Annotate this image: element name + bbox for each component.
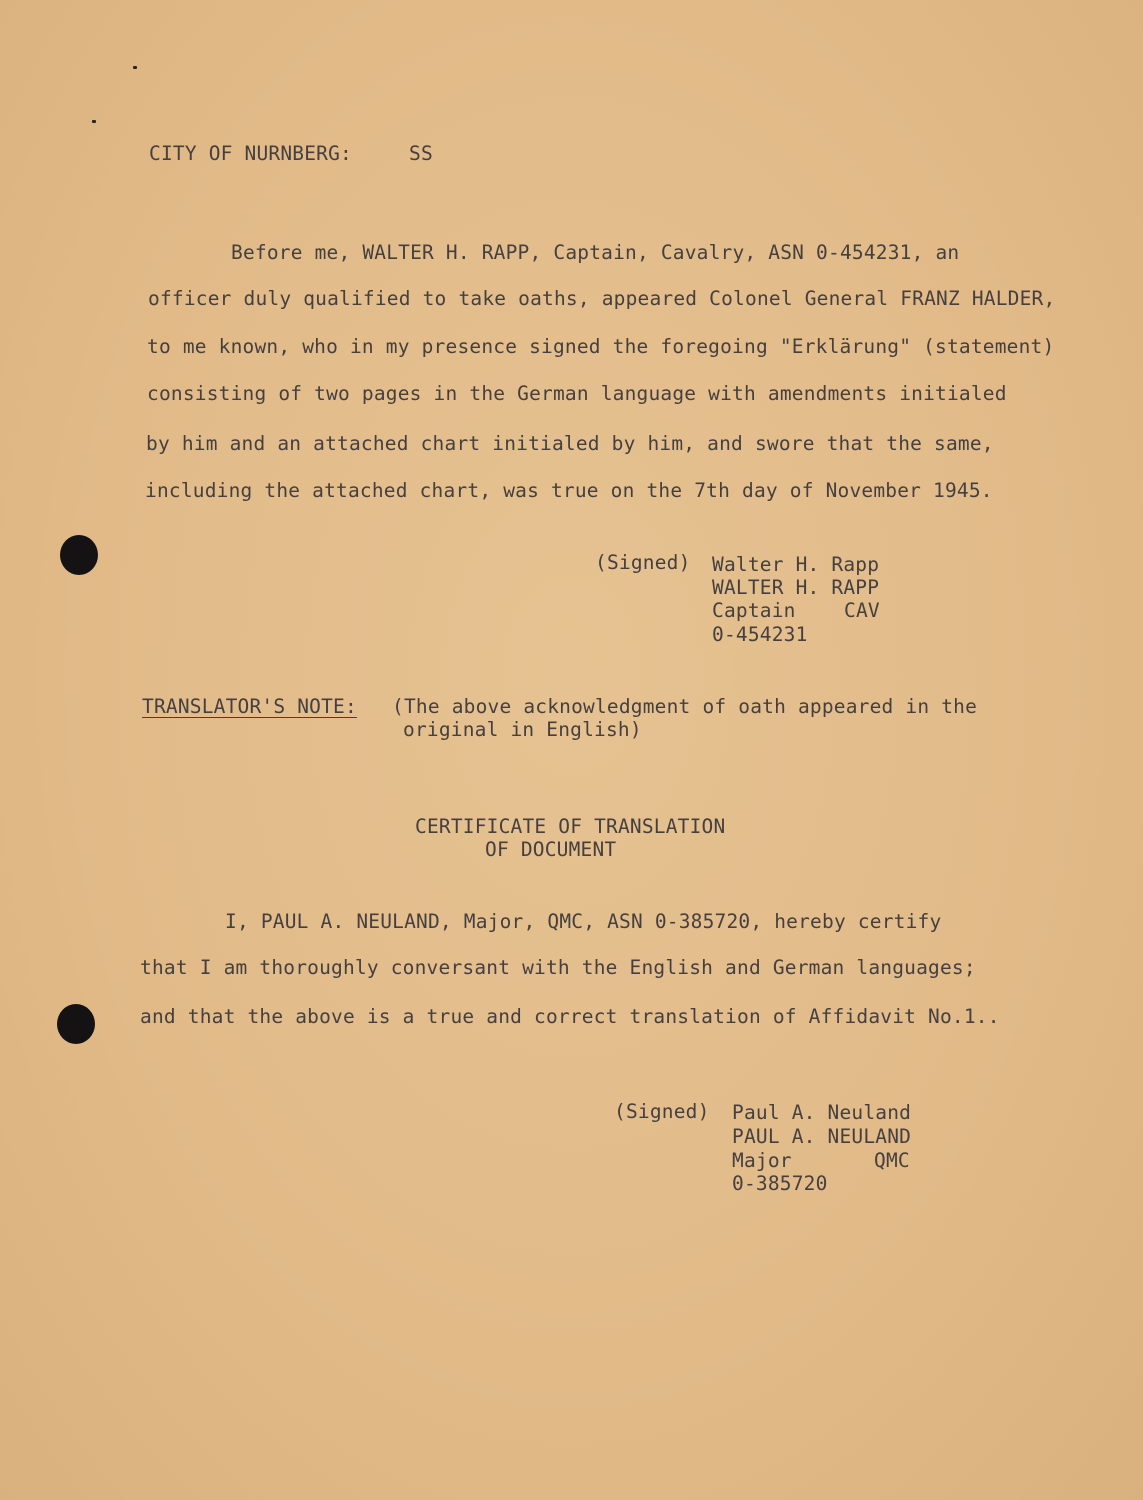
signature-name-1: Walter H. Rapp [712, 553, 880, 576]
signature-branch-1: CAV [844, 599, 880, 622]
signed-label-1: (Signed) [595, 551, 691, 574]
translators-note-line-1: (The above acknowledgment of oath appeared in the [392, 695, 978, 718]
oath-line-1: Before me, WALTER H. RAPP, Captain, Cavalry, ASN 0-454231, an [231, 241, 960, 264]
translators-note-label: TRANSLATOR'S NOTE: [142, 695, 357, 718]
certificate-title-1: CERTIFICATE OF TRANSLATION [415, 815, 726, 838]
certificate-line-2: that I am thoroughly conversant with the English and German languages; [140, 956, 976, 979]
ink-mark [133, 66, 137, 69]
punch-hole-bottom [57, 1004, 95, 1044]
ss-heading: SS [409, 142, 433, 165]
certificate-line-1: I, PAUL A. NEULAND, Major, QMC, ASN 0-385720, hereby certify [225, 910, 942, 933]
translators-note-line-2: original in English) [403, 718, 642, 741]
signature-name-caps-2: PAUL A. NEULAND [732, 1125, 912, 1148]
oath-line-4: consisting of two pages in the German language with amendments initialed [147, 382, 1007, 405]
oath-line-6: including the attached chart, was true on the 7th day of November 1945. [145, 479, 993, 502]
signature-rank-1: Captain [712, 599, 796, 622]
oath-line-5: by him and an attached chart initialed by him, and swore that the same, [146, 432, 994, 455]
oath-line-2: officer duly qualified to take oaths, appeared Colonel General FRANZ HALDER, [148, 287, 1056, 310]
certificate-line-3: and that the above is a true and correct translation of Affidavit No.1.. [140, 1005, 1000, 1028]
punch-hole-top [60, 535, 98, 575]
signed-label-2: (Signed) [614, 1100, 710, 1123]
certificate-title-2: OF DOCUMENT [485, 838, 617, 861]
city-heading: CITY OF NURNBERG: [149, 142, 352, 165]
signature-serial-1: 0-454231 [712, 623, 808, 646]
signature-serial-2: 0-385720 [732, 1172, 828, 1195]
signature-name-caps-1: WALTER H. RAPP [712, 576, 880, 599]
oath-line-3: to me known, who in my presence signed the foregoing "Erklärung" (statement) [147, 335, 1055, 358]
signature-rank-2: Major [732, 1149, 792, 1172]
signature-branch-2: QMC [874, 1149, 910, 1172]
ink-mark [92, 120, 96, 123]
signature-name-2: Paul A. Neuland [732, 1101, 912, 1124]
